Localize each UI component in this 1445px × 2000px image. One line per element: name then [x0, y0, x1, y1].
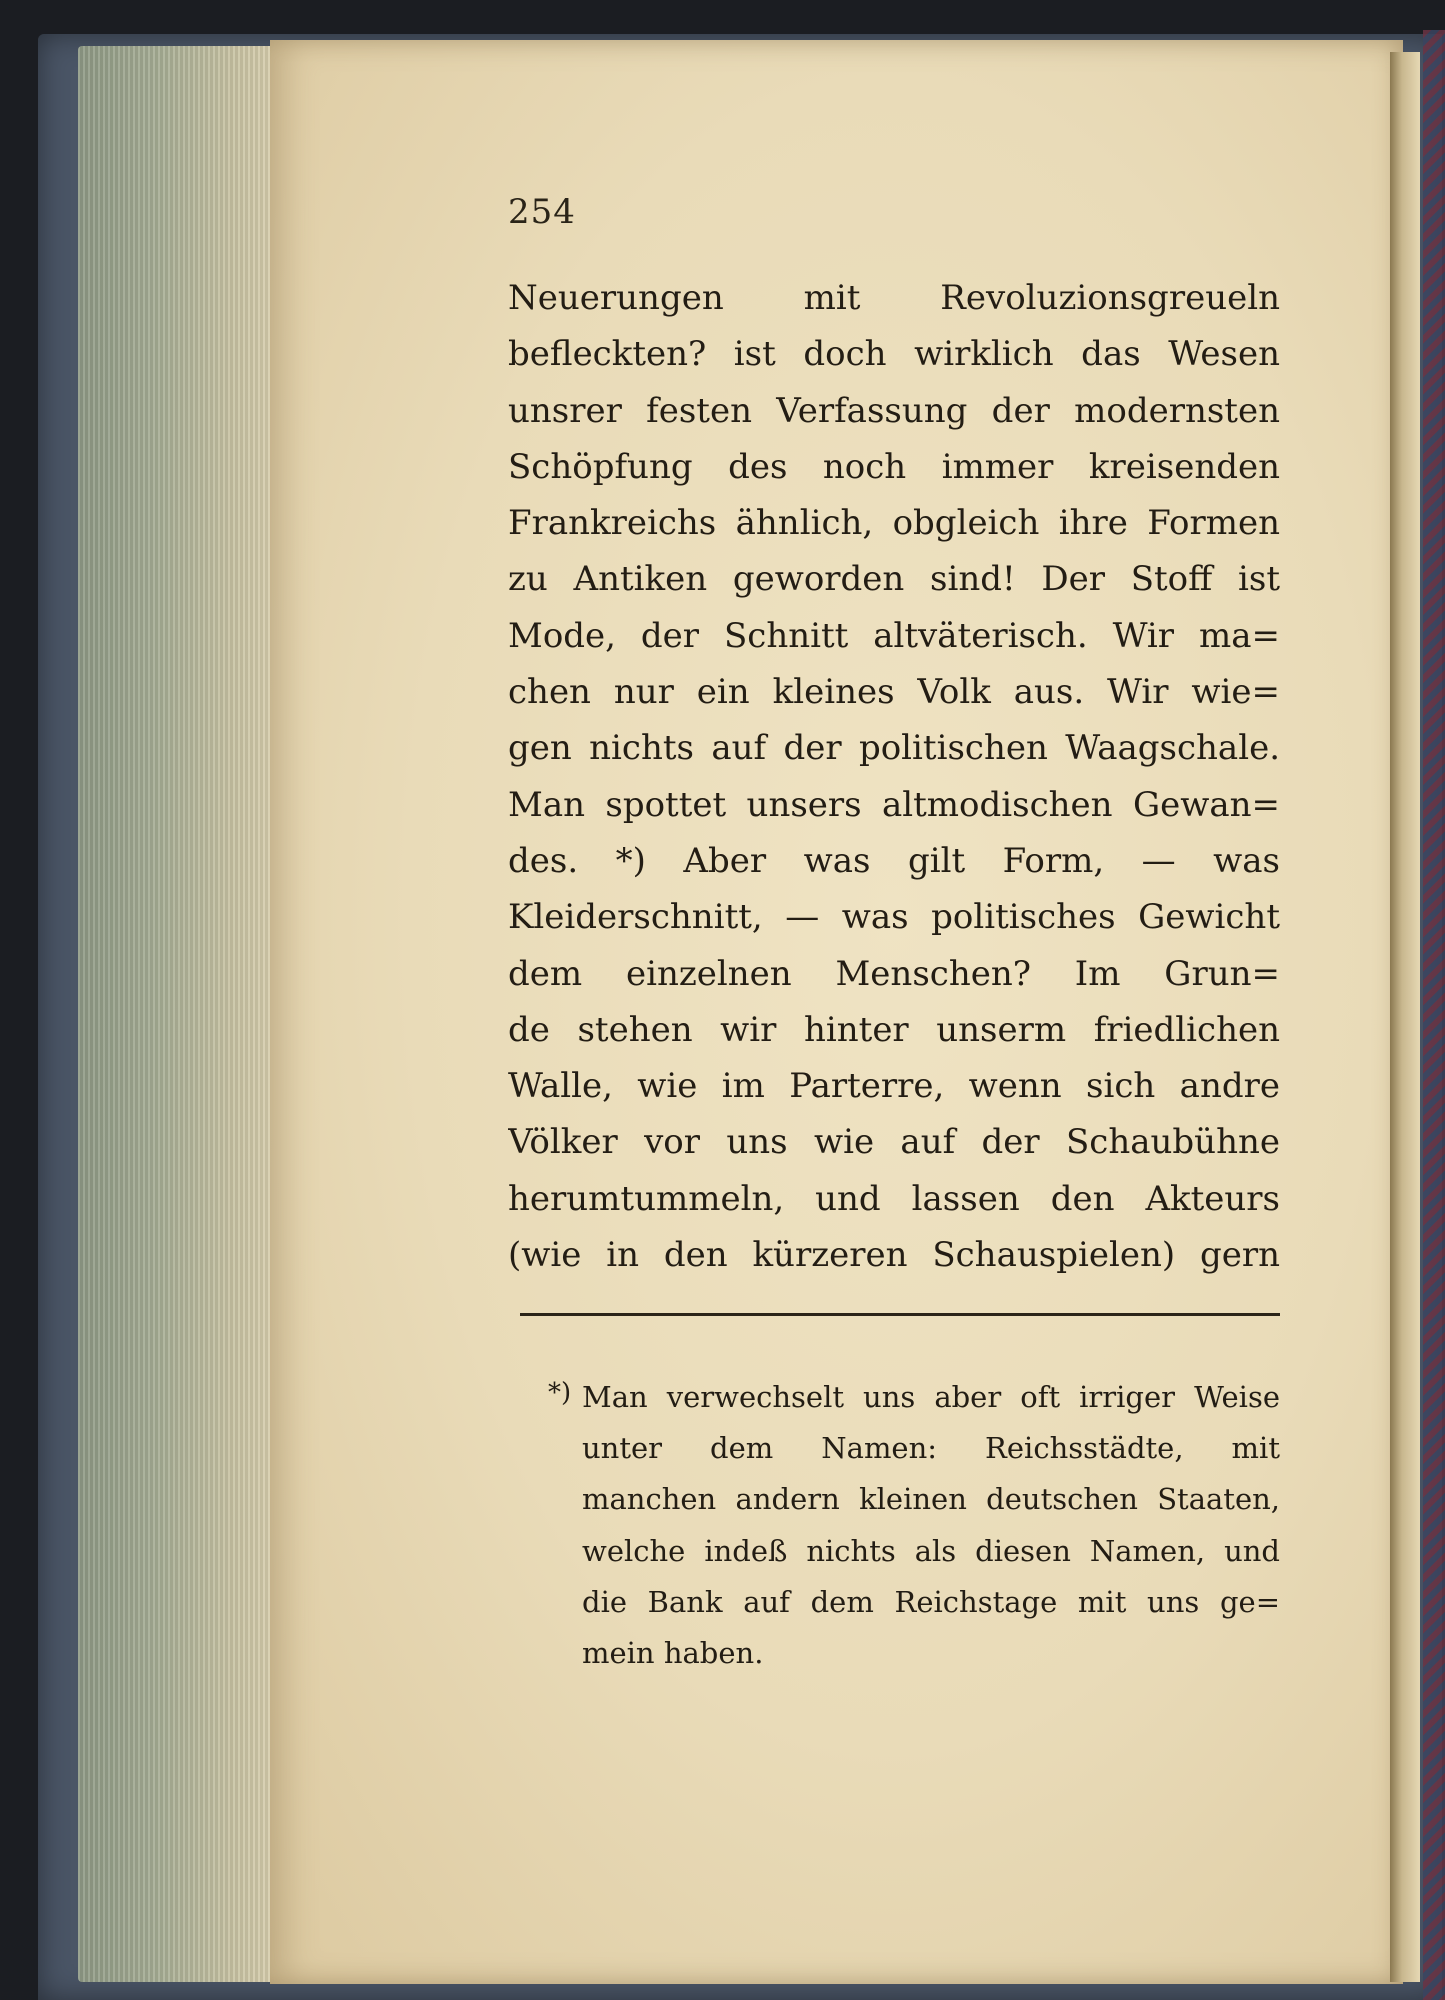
text-line: de stehen wir hinter unserm friedlichen	[508, 1009, 1280, 1050]
text-line: dem einzelnen Menschen? Im Grun=	[508, 953, 1280, 994]
text-line: Schöpfung des noch immer kreisenden	[508, 446, 1280, 487]
text-line: befleckten? ist doch wirklich das Wesen	[508, 334, 1280, 375]
text-line: Völker vor uns wie auf der Schaubühne	[508, 1122, 1280, 1163]
footnote-line: mein haben.	[582, 1635, 764, 1670]
text-line: gen nichts auf der politischen Waagschale.	[508, 728, 1280, 769]
footnote-line: welche indeß nichts als diesen Namen, und	[582, 1533, 1280, 1568]
text-line: (wie in den kürzeren Schauspielen) gern	[508, 1235, 1280, 1276]
footnote-line: Man verwechselt uns aber oft irriger Weise	[582, 1380, 1280, 1414]
text-line: chen nur ein kleines Volk aus. Wir wie=	[508, 672, 1280, 713]
text-line: Neuerungen mit Revoluzionsgreueln	[508, 278, 1280, 318]
text-line: herumtummeln, und lassen den Akteurs	[508, 1178, 1280, 1219]
page-gutter	[1390, 52, 1420, 1982]
page-edges	[78, 46, 278, 1982]
footnote-divider	[520, 1313, 1280, 1316]
page-number: 254	[508, 192, 576, 232]
facing-page-binding	[1423, 30, 1445, 2000]
text-line: Mode, der Schnitt altväterisch. Wir ma=	[508, 615, 1280, 656]
footnote-line: unter dem Namen: Reichsstädte, mit	[582, 1431, 1280, 1466]
footnote-mark: *)	[548, 1378, 572, 1408]
body-text	[508, 270, 1280, 1283]
text-line: Walle, wie im Parterre, wenn sich andre	[508, 1066, 1280, 1107]
footnote-line: die Bank auf dem Reichstage mit uns ge=	[582, 1584, 1280, 1619]
text-line: zu Antiken geworden sind! Der Stoff ist	[508, 559, 1280, 600]
footnote-line: manchen andern kleinen deutschen Staaten,	[582, 1482, 1280, 1517]
text-line: Man spottet unsers altmodischen Gewan=	[508, 784, 1280, 825]
text-line: Frankreichs ähnlich, obgleich ihre Formen	[508, 503, 1280, 544]
text-line: des. *) Aber was gilt Form, — was	[508, 840, 1280, 881]
text-line: Kleiderschnitt, — was politisches Gewicht	[508, 897, 1280, 938]
text-line: unsrer festen Verfassung der modernsten	[508, 390, 1280, 431]
footnote	[582, 1372, 1280, 1679]
